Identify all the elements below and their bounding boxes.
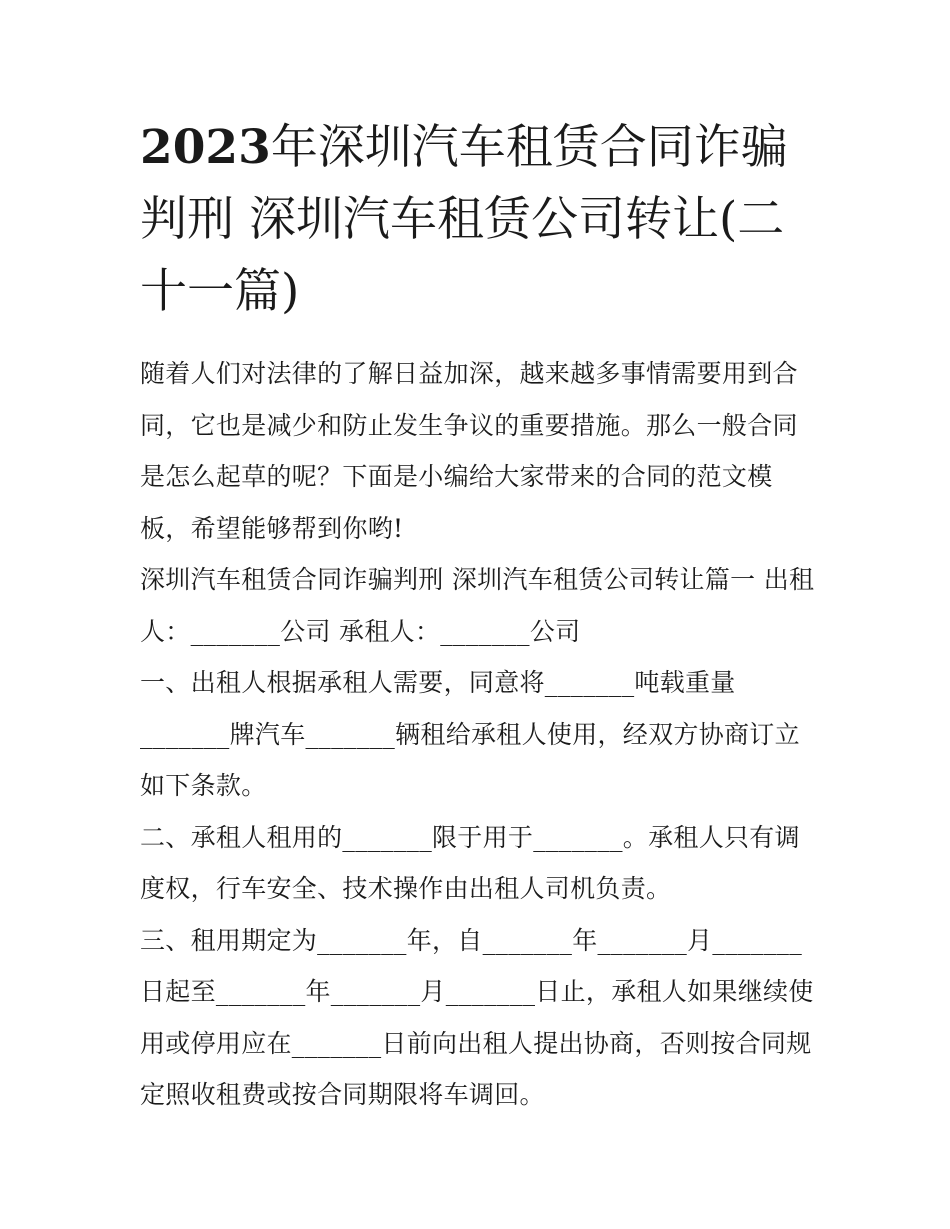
title-text: 年深圳汽车租赁合同诈骗判刑 深圳汽车租赁公司转让(二十一篇) bbox=[140, 120, 788, 319]
title-year: 2023 bbox=[140, 120, 271, 175]
clause-1-paragraph: 一、出租人根据承租人需要，同意将_______吨载重量_______牌汽车_______辆租给承租人使用，经双方协商订立如下条款。 bbox=[140, 668, 800, 800]
clause-2-paragraph: 二、承租人租用的_______限于用于_______。承租人只有调度权，行车安全、技术操作由出租人司机负责。 bbox=[140, 822, 800, 903]
parties-paragraph: 深圳汽车租赁合同诈骗判刑 深圳汽车租赁公司转让篇一 出租人：_______公司 承租人：_______公司 bbox=[140, 565, 815, 646]
document-page bbox=[140, 112, 820, 1121]
document-title bbox=[140, 112, 820, 328]
intro-paragraph: 随着人们对法律的了解日益加深，越来越多事情需要用到合同，它也是减少和防止发生争议的重要措施。那么一般合同是怎么起草的呢？下面是小编给大家带来的合同的范文模板，希望能够帮到你哟! bbox=[140, 359, 798, 543]
clause-3-paragraph: 三、租用期定为_______年，自_______年_______月_______日起至_______年_______月_______日止，承租人如果继续使用或停用应在_______日前向出租人提出协商，否则按合同规定照收租费或按合同期限将车调回。 bbox=[140, 925, 814, 1109]
